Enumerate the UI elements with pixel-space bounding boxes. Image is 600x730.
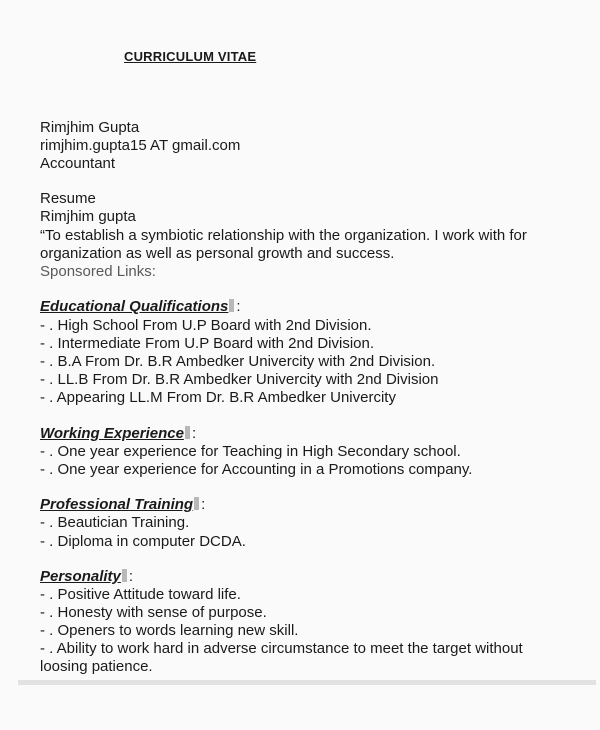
edit-marker [185,426,190,439]
work-heading [40,425,196,443]
list-item: - . LL.B From Dr. B.R Ambedker Univercity with 2nd Division [40,371,439,388]
candidate-role: Accountant [40,155,116,172]
education-heading [40,298,241,316]
list-item: - . Honesty with sense of purpose. [40,604,267,621]
document-title: CURRICULUM VITAE [124,49,257,64]
list-item: - . One year experience for Accounting in a Promotions company. [40,461,473,478]
list-item: - . Intermediate From U.P Board with 2nd Division. [40,335,375,352]
list-item: - . High School From U.P Board with 2nd Division. [40,317,372,334]
training-heading [40,496,205,514]
objective-line-2: organization as well as personal growth and success. [40,245,395,262]
candidate-email: rimjhim.gupta15 AT gmail.com [40,137,241,154]
heading-colon: : [201,496,206,513]
list-item: - . Beautician Training. [40,514,190,531]
heading-colon: : [191,425,197,442]
edit-marker [194,497,199,510]
objective-line-1: “To establish a symbiotic relationship with the organization. I work with for [40,227,527,244]
candidate-name: Rimjhim Gupta [40,119,140,136]
resume-name: Rimjhim gupta [40,208,136,225]
personality-heading-text: Personality [40,568,121,585]
list-item: - . B.A From Dr. B.R Ambedker Univercity with 2nd Division. [40,353,436,370]
list-item: - . One year experience for Teaching in High Secondary school. [40,443,461,460]
list-item: - . Ability to work hard in adverse circumstance to meet the target without [40,640,523,657]
list-item: - . Openers to words learning new skill. [40,622,299,639]
education-heading-text: Educational Qualifications [40,298,229,315]
list-item: - . Diploma in computer DCDA. [40,533,246,550]
list-item-continuation: loosing patience. [40,658,153,675]
edit-marker [122,569,127,582]
page-divider [18,680,596,685]
work-heading-text: Working Experience [40,425,184,442]
resume-label: Resume [40,190,96,207]
sponsored-links: Sponsored Links: [40,263,156,280]
personality-heading [40,568,133,586]
training-heading-text: Professional Training [40,496,194,513]
list-item: - . Appearing LL.M From Dr. B.R Ambedker Univercity [40,389,396,406]
list-item: - . Positive Attitude toward life. [40,586,241,603]
heading-colon: : [236,298,241,315]
heading-colon: : [128,568,134,585]
edit-marker [229,299,234,312]
